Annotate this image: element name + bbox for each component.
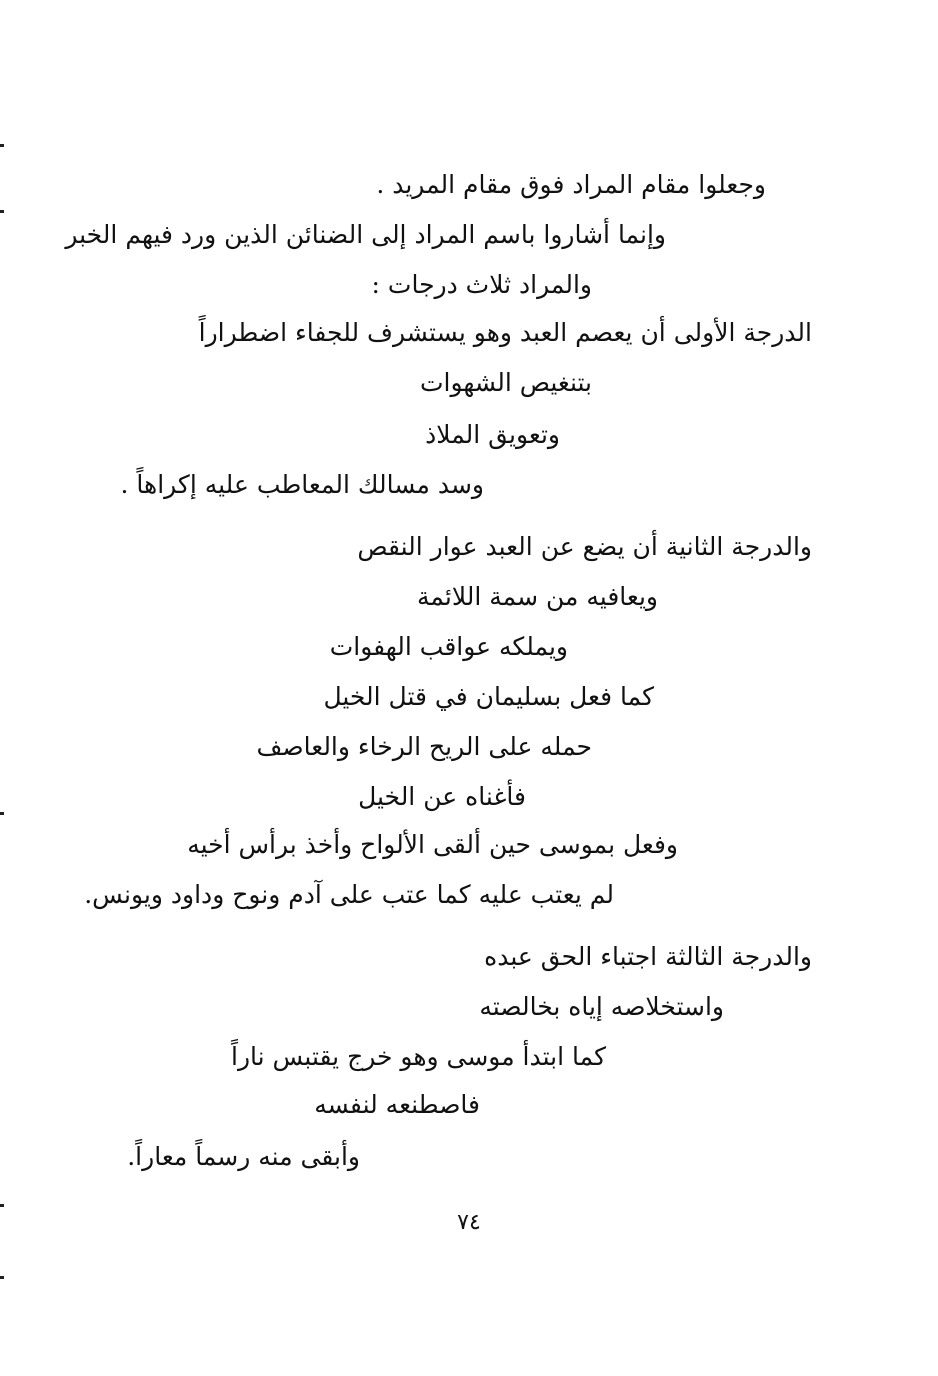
margin-mark [0,1204,4,1207]
text-line: والمراد ثلاث درجات : [371,270,592,299]
page-number: ٧٤ [457,1210,481,1235]
text-line: وإنما أشاروا باسم المراد إلى الضنائن الذين ورد فيهم الخبر [65,220,666,249]
text-line: وسد مسالك المعاطب عليه إكراهاً . [120,470,484,499]
text-line: والدرجة الثانية أن يضع عن العبد عوار النقص [357,532,812,561]
margin-mark [0,1276,4,1279]
text-line: ويعافيه من سمة اللائمة [417,582,658,611]
text-line: لم يعتب عليه كما عتب على آدم ونوح وداود ويونس. [84,880,614,909]
text-line: كما فعل بسليمان في قتل الخيل [323,682,654,711]
text-line: بتنغيص الشهوات [419,368,592,397]
text-line: والدرجة الثالثة اجتباء الحق عبده [484,942,812,971]
text-line: واستخلاصه إياه بخالصته [479,992,724,1021]
text-line: وفعل بموسى حين ألقى الألواح وأخذ برأس أخيه [187,830,678,859]
margin-mark [0,210,4,213]
text-line: وجعلوا مقام المراد فوق مقام المريد . [376,170,766,199]
text-line: كما ابتدأ موسى وهو خرج يقتبس ناراً [231,1042,606,1071]
text-line: فأغناه عن الخيل [358,782,526,811]
text-line: ويملكه عواقب الهفوات [329,632,568,661]
text-line: الدرجة الأولى أن يعصم العبد وهو يستشرف للجفاء اضطراراً [198,318,812,347]
margin-mark [0,812,4,815]
text-line: وأبقى منه رسماً معاراً. [127,1142,360,1171]
text-line: فاصطنعه لنفسه [314,1090,480,1119]
margin-mark [0,144,4,147]
text-line: حمله على الريح الرخاء والعاصف [256,732,592,761]
text-line: وتعويق الملاذ [425,420,560,449]
